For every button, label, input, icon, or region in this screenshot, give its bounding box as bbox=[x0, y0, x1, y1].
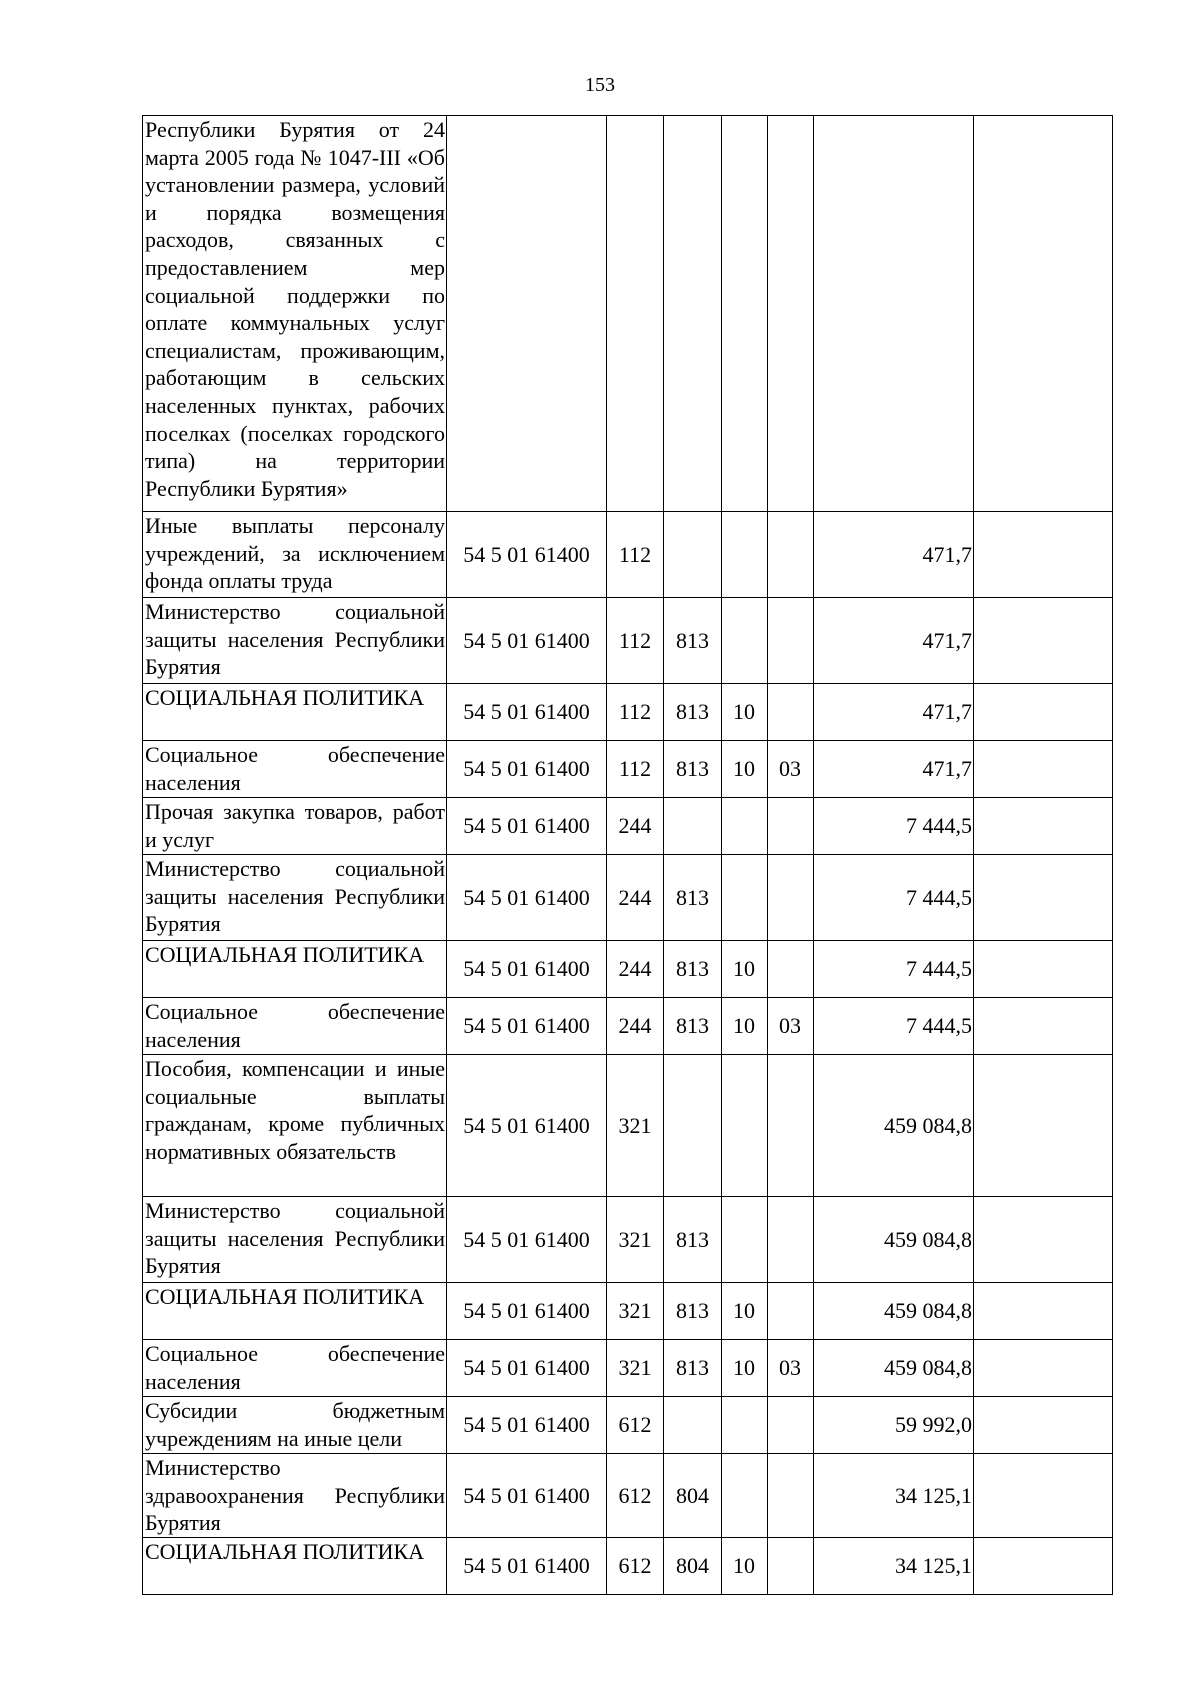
section-cell bbox=[722, 798, 768, 855]
row-name-cell: Министерство социальной защиты населения Республики Бурятия bbox=[143, 598, 447, 684]
amount-cell bbox=[814, 116, 974, 512]
amount-cell: 471,7 bbox=[814, 684, 974, 741]
subsection-cell bbox=[768, 512, 814, 598]
expense-type-cell: 244 bbox=[607, 855, 664, 941]
main-administrator-code-cell: 813 bbox=[664, 1340, 722, 1397]
target-article-code-cell: 54 5 01 61400 bbox=[447, 1197, 607, 1283]
expense-type-cell: 612 bbox=[607, 1537, 664, 1594]
table-row bbox=[143, 855, 1113, 941]
row-name-cell: Прочая закупка товаров, работ и услуг bbox=[143, 798, 447, 855]
section-cell: 10 bbox=[722, 1340, 768, 1397]
target-article-code-cell: 54 5 01 61400 bbox=[447, 1397, 607, 1454]
section-cell bbox=[722, 1454, 768, 1538]
expense-type-cell bbox=[607, 116, 664, 512]
extra-cell bbox=[974, 1340, 1113, 1397]
expense-type-cell: 321 bbox=[607, 1283, 664, 1340]
target-article-code-cell: 54 5 01 61400 bbox=[447, 1537, 607, 1594]
table-row bbox=[143, 116, 1113, 512]
subsection-cell bbox=[768, 941, 814, 998]
extra-cell bbox=[974, 684, 1113, 741]
row-name-cell: Социальное обеспечение населения bbox=[143, 998, 447, 1055]
target-article-code-cell bbox=[447, 116, 607, 512]
row-name-cell: Пособия, компенсации и иные социальные выплаты гражданам, кроме публичных нормативных обязательств bbox=[143, 1055, 447, 1197]
row-name-cell: Министерство социальной защиты населения Республики Бурятия bbox=[143, 1197, 447, 1283]
main-administrator-code-cell: 813 bbox=[664, 941, 722, 998]
section-cell bbox=[722, 512, 768, 598]
target-article-code-cell: 54 5 01 61400 bbox=[447, 941, 607, 998]
section-cell: 10 bbox=[722, 741, 768, 798]
extra-cell bbox=[974, 1055, 1113, 1197]
subsection-cell: 03 bbox=[768, 998, 814, 1055]
subsection-cell bbox=[768, 1197, 814, 1283]
subsection-cell bbox=[768, 598, 814, 684]
expense-type-cell: 112 bbox=[607, 684, 664, 741]
main-administrator-code-cell: 813 bbox=[664, 684, 722, 741]
extra-cell bbox=[974, 855, 1113, 941]
main-administrator-code-cell bbox=[664, 1055, 722, 1197]
row-name-cell: СОЦИАЛЬНАЯ ПОЛИТИКА bbox=[143, 1283, 447, 1340]
subsection-cell bbox=[768, 1454, 814, 1538]
amount-cell: 7 444,5 bbox=[814, 798, 974, 855]
section-cell bbox=[722, 598, 768, 684]
amount-cell: 459 084,8 bbox=[814, 1340, 974, 1397]
section-cell: 10 bbox=[722, 941, 768, 998]
section-cell bbox=[722, 855, 768, 941]
expense-type-cell: 112 bbox=[607, 598, 664, 684]
row-name-cell: Иные выплаты персоналу учреждений, за исключением фонда оплаты труда bbox=[143, 512, 447, 598]
amount-cell: 459 084,8 bbox=[814, 1055, 974, 1197]
main-administrator-code-cell: 813 bbox=[664, 855, 722, 941]
main-administrator-code-cell bbox=[664, 1397, 722, 1454]
expense-type-cell: 321 bbox=[607, 1055, 664, 1197]
amount-cell: 471,7 bbox=[814, 512, 974, 598]
main-administrator-code-cell: 804 bbox=[664, 1454, 722, 1538]
row-name-cell: Министерство социальной защиты населения Республики Бурятия bbox=[143, 855, 447, 941]
extra-cell bbox=[974, 116, 1113, 512]
table-row bbox=[143, 512, 1113, 598]
expense-type-cell: 321 bbox=[607, 1340, 664, 1397]
subsection-cell bbox=[768, 116, 814, 512]
extra-cell bbox=[974, 1283, 1113, 1340]
subsection-cell bbox=[768, 1537, 814, 1594]
amount-cell: 7 444,5 bbox=[814, 941, 974, 998]
table-row bbox=[143, 598, 1113, 684]
row-name-cell: Республики Бурятия от 24 марта 2005 года № 1047-III «Об установлении размера, условий и порядка возмещения расходов, связанных с предоставлением мер социальной поддержки по оплате коммунальных услуг специалистам, проживающим, работающим в сельских населенных пунктах, рабочих поселках (поселках городского типа) на территории Республики Бурятия» bbox=[143, 116, 447, 512]
expense-type-cell: 321 bbox=[607, 1197, 664, 1283]
table-row bbox=[143, 1197, 1113, 1283]
subsection-cell bbox=[768, 684, 814, 741]
table-row bbox=[143, 998, 1113, 1055]
table-row bbox=[143, 1397, 1113, 1454]
row-name-cell: Социальное обеспечение населения bbox=[143, 1340, 447, 1397]
extra-cell bbox=[974, 741, 1113, 798]
table-row bbox=[143, 684, 1113, 741]
extra-cell bbox=[974, 1397, 1113, 1454]
expense-type-cell: 244 bbox=[607, 941, 664, 998]
section-cell: 10 bbox=[722, 684, 768, 741]
subsection-cell bbox=[768, 1283, 814, 1340]
target-article-code-cell: 54 5 01 61400 bbox=[447, 1055, 607, 1197]
table-row bbox=[143, 798, 1113, 855]
extra-cell bbox=[974, 1537, 1113, 1594]
expense-type-cell: 612 bbox=[607, 1454, 664, 1538]
expense-type-cell: 112 bbox=[607, 512, 664, 598]
amount-cell: 7 444,5 bbox=[814, 998, 974, 1055]
table-body bbox=[143, 116, 1113, 1595]
target-article-code-cell: 54 5 01 61400 bbox=[447, 798, 607, 855]
table-row bbox=[143, 1454, 1113, 1538]
extra-cell bbox=[974, 512, 1113, 598]
row-name-cell: СОЦИАЛЬНАЯ ПОЛИТИКА bbox=[143, 684, 447, 741]
main-administrator-code-cell: 813 bbox=[664, 1283, 722, 1340]
section-cell bbox=[722, 1197, 768, 1283]
subsection-cell bbox=[768, 1055, 814, 1197]
extra-cell bbox=[974, 998, 1113, 1055]
table-row bbox=[143, 941, 1113, 998]
table-row bbox=[143, 1055, 1113, 1197]
subsection-cell bbox=[768, 855, 814, 941]
page-number: 153 bbox=[585, 74, 615, 96]
amount-cell: 59 992,0 bbox=[814, 1397, 974, 1454]
section-cell: 10 bbox=[722, 1537, 768, 1594]
target-article-code-cell: 54 5 01 61400 bbox=[447, 512, 607, 598]
extra-cell bbox=[974, 1454, 1113, 1538]
expense-type-cell: 612 bbox=[607, 1397, 664, 1454]
amount-cell: 459 084,8 bbox=[814, 1197, 974, 1283]
row-name-cell: Субсидии бюджетным учреждениям на иные цели bbox=[143, 1397, 447, 1454]
row-name-cell: Социальное обеспечение населения bbox=[143, 741, 447, 798]
row-name-cell: СОЦИАЛЬНАЯ ПОЛИТИКА bbox=[143, 941, 447, 998]
target-article-code-cell: 54 5 01 61400 bbox=[447, 1454, 607, 1538]
expense-type-cell: 244 bbox=[607, 798, 664, 855]
budget-table bbox=[142, 115, 1113, 1595]
subsection-cell: 03 bbox=[768, 741, 814, 798]
extra-cell bbox=[974, 598, 1113, 684]
table-row bbox=[143, 1537, 1113, 1594]
section-cell: 10 bbox=[722, 998, 768, 1055]
main-administrator-code-cell bbox=[664, 798, 722, 855]
main-administrator-code-cell: 813 bbox=[664, 741, 722, 798]
target-article-code-cell: 54 5 01 61400 bbox=[447, 598, 607, 684]
table-row bbox=[143, 1283, 1113, 1340]
table-row bbox=[143, 1340, 1113, 1397]
target-article-code-cell: 54 5 01 61400 bbox=[447, 998, 607, 1055]
amount-cell: 34 125,1 bbox=[814, 1454, 974, 1538]
row-name-cell: Министерство здравоохранения Республики Бурятия bbox=[143, 1454, 447, 1538]
target-article-code-cell: 54 5 01 61400 bbox=[447, 684, 607, 741]
table-row bbox=[143, 741, 1113, 798]
amount-cell: 34 125,1 bbox=[814, 1537, 974, 1594]
row-name-cell: СОЦИАЛЬНАЯ ПОЛИТИКА bbox=[143, 1537, 447, 1594]
target-article-code-cell: 54 5 01 61400 bbox=[447, 741, 607, 798]
main-administrator-code-cell bbox=[664, 116, 722, 512]
main-administrator-code-cell: 804 bbox=[664, 1537, 722, 1594]
subsection-cell bbox=[768, 1397, 814, 1454]
target-article-code-cell: 54 5 01 61400 bbox=[447, 855, 607, 941]
target-article-code-cell: 54 5 01 61400 bbox=[447, 1340, 607, 1397]
main-administrator-code-cell: 813 bbox=[664, 998, 722, 1055]
amount-cell: 7 444,5 bbox=[814, 855, 974, 941]
expense-type-cell: 244 bbox=[607, 998, 664, 1055]
main-administrator-code-cell: 813 bbox=[664, 598, 722, 684]
amount-cell: 471,7 bbox=[814, 741, 974, 798]
amount-cell: 471,7 bbox=[814, 598, 974, 684]
extra-cell bbox=[974, 798, 1113, 855]
main-administrator-code-cell: 813 bbox=[664, 1197, 722, 1283]
target-article-code-cell: 54 5 01 61400 bbox=[447, 1283, 607, 1340]
main-administrator-code-cell bbox=[664, 512, 722, 598]
extra-cell bbox=[974, 1197, 1113, 1283]
section-cell: 10 bbox=[722, 1283, 768, 1340]
amount-cell: 459 084,8 bbox=[814, 1283, 974, 1340]
subsection-cell bbox=[768, 798, 814, 855]
extra-cell bbox=[974, 941, 1113, 998]
subsection-cell: 03 bbox=[768, 1340, 814, 1397]
section-cell bbox=[722, 1055, 768, 1197]
expense-type-cell: 112 bbox=[607, 741, 664, 798]
section-cell bbox=[722, 116, 768, 512]
section-cell bbox=[722, 1397, 768, 1454]
